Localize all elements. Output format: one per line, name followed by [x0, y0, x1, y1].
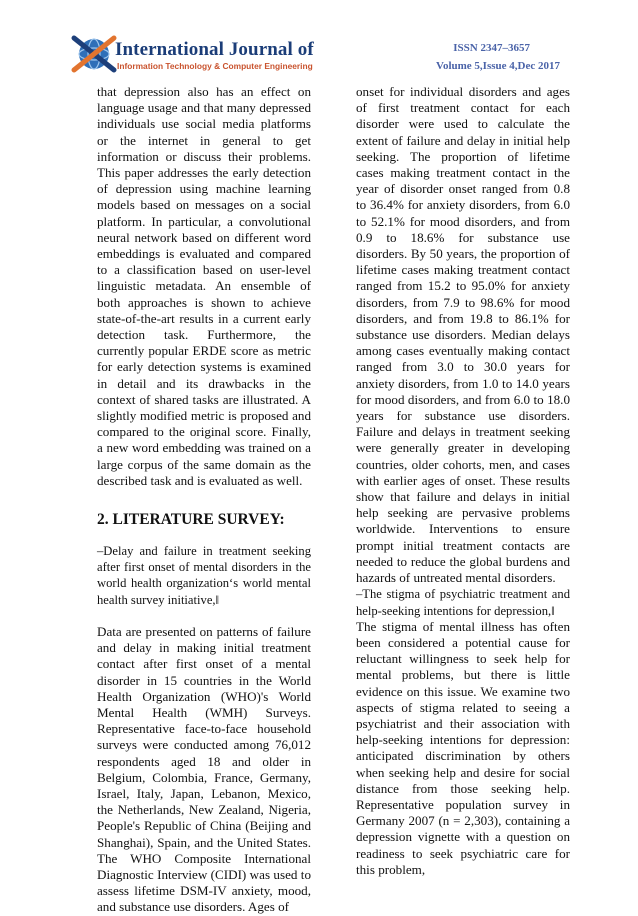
journal-logo-icon: [70, 32, 118, 74]
left-paragraph-2: Data are presented on patterns of failure and delay in making initial treatment contact after first onset of a mental disorder in 15 countries in the World Health Organization (WHO)'s World Mental Health (WMH) Surveys. Representative face-to-face household surveys were conducted among 76,012 respondents aged 18 and older in Belgium, Colombia, France, Germany, Israel, Italy, Japan, Lebanon, Mexico, the Netherlands, New Zealand, Nigeria, People's Republic of China (Beijing and Shanghai), Spain, and the United States. The WHO Composite International Diagnostic Interview (CIDI) was used to assess lifetime DSM-IV anxiety, mood, and substance use disorders. Ages of: [97, 623, 311, 915]
right-column: [356, 84, 570, 878]
reference-title-2: –The stigma of psychiatric treatment and help-seeking intentions for depression,‖: [356, 587, 570, 618]
issn-number: ISSN 2347–3657: [453, 42, 530, 54]
right-paragraph-2: The stigma of mental illness has often been considered a potential cause for reluctant willingness to seek help for mental problems, but there is little evidence on this issue. We examine two aspects of stigma related to seeing a psychiatrist and their association with help-seeking intentions for depression: anticipated discrimination by others when seeking help and desire for social distance from those seeking help. Representative population survey in Germany 2007 (n = 2,303), containing a depression vignette with a question on readiness to seek psychiatric care for this problem,: [356, 618, 570, 877]
right-paragraph-1: onset for individual disorders and ages of first treatment contact for each disorder were used to calculate the extent of failure and delay in initial help seeking. The proportion of lifetime cases making treatment contact in the year of disorder onset ranged from 0.8 to 36.4% for anxiety disorders, from 6.0 to 52.1% for mood disorders, and from 0.9 to 18.6% for substance use disorders. By 50 years, the proportion of lifetime cases making treatment contact ranged from 15.2 to 95.0% for anxiety disorders, from 7.9 to 98.6% for mood disorders, and from 19.8 to 86.1% for substance use disorders. Median delays among cases eventually making contact ranged from 3.0 to 30.0 years for anxiety disorders, from 1.0 to 14.0 years for mood disorders, and from 6.0 to 18.0 years for substance use disorders. Failure and delays in treatment seeking were generally greater in developing countries, older cohorts, men, and cases with earlier ages of onset. These results show that failure and delays in initial help seeking are pervasive problems worldwide. Interventions to ensure prompt initial treatment contacts are needed to reduce the global burdens and hazards of untreated mental disorders.: [356, 84, 570, 586]
page-header: [0, 0, 638, 80]
volume-issue: Volume 5,Issue 4,Dec 2017: [436, 60, 560, 72]
left-column: [97, 84, 311, 916]
reference-title-1: –Delay and failure in treatment seeking after first onset of mental disorders in the world health organization‘s world mental health survey initiative,‖: [97, 544, 311, 607]
journal-title: International Journal of: [115, 39, 314, 60]
section-heading: 2. LITERATURE SURVEY:: [97, 511, 285, 529]
left-paragraph-1: that depression also has an effect on language usage and that many depressed individuals use social media platforms or the internet in general to get information or discuss their problems. This paper addresses the early detection of depression using machine learning models based on messages on a social platform. In particular, a convolutional neural network based on different word embeddings is evaluated and compared to a classification based on user-level linguistic metadata. An ensemble of both approaches is shown to achieve state-of-the-art results in a current early detection task. Furthermore, the currently popular ERDE score as metric for early detection systems is examined in detail and its drawbacks in the context of shared tasks are illustrated. A slightly modified metric is proposed and compared to the original score. Finally, a new word embedding was trained on a large corpus of the same domain as the described task and is evaluated as well.: [97, 84, 311, 488]
journal-subtitle: Information Technology & Computer Engineering: [117, 61, 313, 71]
